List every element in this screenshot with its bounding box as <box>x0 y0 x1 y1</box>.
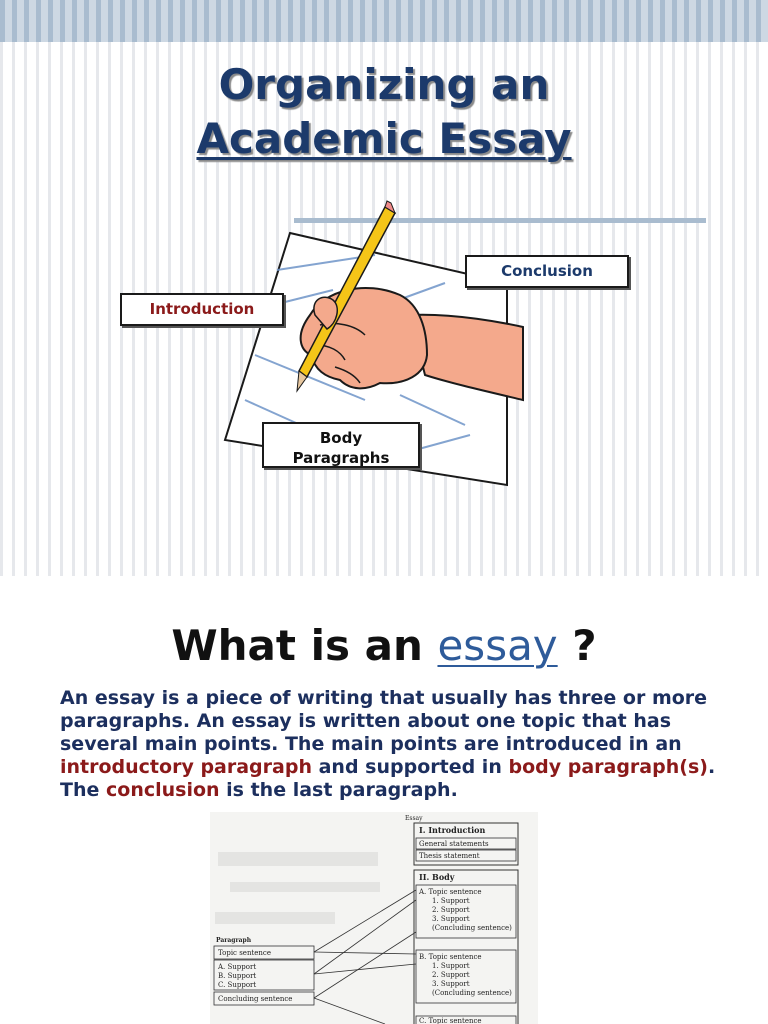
term-conclusion: conclusion <box>106 779 220 801</box>
header-stripe-bar <box>0 0 768 42</box>
slide2-heading <box>0 620 768 672</box>
callout-conclusion-label: Conclusion <box>501 262 593 280</box>
callout-introduction-label: Introduction <box>149 300 255 318</box>
scan-smudge <box>215 912 335 924</box>
callout-body-paragraphs <box>262 422 420 468</box>
diagram-block-a-concluding: (Concluding sentence) <box>432 924 512 932</box>
diagram-block-b-support-2: 2. Support <box>432 971 470 979</box>
diagram-block-a-support-3: 3. Support <box>432 915 470 923</box>
diagram-general-statements: General statements <box>419 840 489 848</box>
diagram-block-a-title: A. Topic sentence <box>419 888 482 896</box>
paragraph-text-2: and supported in <box>311 756 509 778</box>
diagram-block-b-concluding: (Concluding sentence) <box>432 989 512 997</box>
diagram-paragraph-label: Paragraph <box>216 937 252 944</box>
essay-definition-paragraph <box>60 687 740 802</box>
scan-smudge <box>230 882 380 892</box>
heading-prefix: What is an <box>171 621 423 670</box>
diagram-block-b-title: B. Topic sentence <box>419 953 482 961</box>
diagram-block-b-support-3: 3. Support <box>432 980 470 988</box>
paragraph-text-3: . The <box>60 756 716 801</box>
paragraph-text-1: An essay is a piece of writing that usually has three or more paragraphs. An essay is written about one topic that has several main points. The main points are introduced in an <box>60 687 708 755</box>
diagram-body-heading: II. Body <box>419 872 455 882</box>
slide-title <box>0 58 768 166</box>
diagram-para-support-b: B. Support <box>218 972 257 980</box>
diagram-block-a-support-1: 1. Support <box>432 897 470 905</box>
callout-body-line-1: Body <box>319 429 363 447</box>
paragraph-text-4: is the last paragraph. <box>219 779 458 801</box>
diagram-intro-heading: I. Introduction <box>419 825 486 835</box>
diagram-para-topic: Topic sentence <box>218 949 271 957</box>
diagram-para-concluding: Concluding sentence <box>218 995 293 1003</box>
diagram-thesis-statement: Thesis statement <box>419 852 480 860</box>
essay-link[interactable]: essay <box>437 621 558 670</box>
callout-introduction <box>120 293 284 326</box>
term-introductory-paragraph: introductory paragraph <box>60 756 312 778</box>
diagram-block-c-title: C. Topic sentence <box>419 1017 482 1024</box>
title-line-1: Organizing an <box>218 60 550 109</box>
diagram-essay-label: Essay <box>405 815 423 822</box>
callout-body-line-2: Paragraphs <box>292 449 390 467</box>
callout-conclusion <box>465 255 629 288</box>
diagram-para-support-c: C. Support <box>218 981 257 989</box>
scan-smudge <box>218 852 378 866</box>
essay-structure-diagram <box>210 812 538 1024</box>
slide-what-is-an-essay <box>0 576 768 1024</box>
diagram-block-b-support-1: 1. Support <box>432 962 470 970</box>
heading-suffix: ? <box>572 621 597 670</box>
title-line-2: Academic Essay <box>196 114 572 163</box>
diagram-block-a-support-2: 2. Support <box>432 906 470 914</box>
term-body-paragraphs: body paragraph(s) <box>508 756 708 778</box>
diagram-para-support-a: A. Support <box>218 963 257 971</box>
